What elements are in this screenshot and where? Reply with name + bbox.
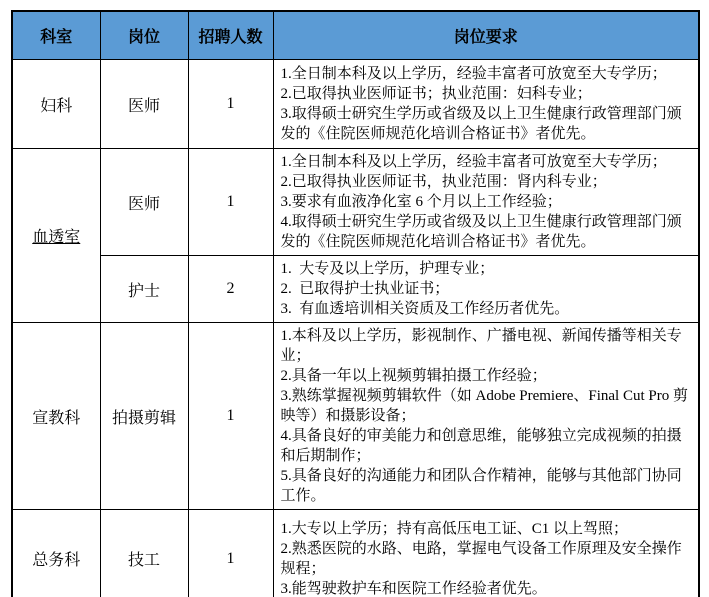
cell-position: 医师: [100, 149, 188, 256]
requirement-line: 1.大专以上学历；持有高低压电工证、C1 以上驾照；: [280, 520, 629, 537]
department-underlined-label: 血透室: [32, 229, 81, 246]
cell-headcount: 1: [188, 149, 273, 256]
cell-department: 宣教科: [12, 323, 100, 510]
header-requirements: 岗位要求: [273, 11, 699, 60]
requirement-line: 2.已取得执业医师证书，执业范围：肾内科专业；: [280, 174, 607, 190]
header-position: 岗位: [100, 11, 188, 60]
recruitment-table: [11, 10, 700, 597]
requirement-line: 1.本科及以上学历，影视制作、广播电视、新闻传播等相关专业；: [280, 328, 682, 364]
cell-department: 妇科: [12, 60, 100, 149]
header-row: [12, 11, 699, 60]
requirement-line: 2.具备一年以上视频剪辑拍摄工作经验；: [280, 368, 547, 384]
table-row: [12, 149, 699, 256]
requirement-line: 2. 已取得护士执业证书；: [280, 281, 450, 297]
cell-position: 技工: [100, 510, 188, 597]
requirement-line: 2.熟悉医院的水路、电路，掌握电气设备工作原理及安全操作规程；: [280, 540, 682, 577]
requirement-line: 2.已取得执业医师证书；执业范围：妇科专业；: [280, 86, 592, 102]
cell-position: 拍摄剪辑: [100, 323, 188, 510]
requirement-line: 4.取得硕士研究生学历或省级及以上卫生健康行政管理部门颁发的《住院医师规范化培训合格证书》者优先。: [280, 214, 682, 250]
requirement-line: 1.全日制本科及以上学历，经验丰富者可放宽至大专学历；: [280, 66, 667, 82]
cell-requirements: [273, 323, 699, 510]
requirement-line: 3. 有血透培训相关资质及工作经历者优先。: [280, 301, 570, 317]
table-row: [12, 60, 699, 149]
cell-headcount: 1: [188, 60, 273, 149]
requirement-line: 3.能驾驶救护车和医院工作经验者优先。: [280, 580, 547, 597]
header-department: 科室: [12, 11, 100, 60]
table-row: [12, 256, 699, 323]
requirement-line: 4.具备良好的审美能力和创意思维，能够独立完成视频的拍摄和后期制作；: [280, 428, 682, 464]
cell-headcount: 1: [188, 323, 273, 510]
requirement-line: 1.全日制本科及以上学历，经验丰富者可放宽至大专学历；: [280, 154, 667, 170]
cell-position: 医师: [100, 60, 188, 149]
cell-department: 总务科: [12, 510, 100, 597]
requirement-line: 1. 大专及以上学历，护理专业；: [280, 261, 495, 277]
requirement-line: 3.熟练掌握视频剪辑软件（如 Adobe Premiere、Final Cut Pro 剪映等）和摄影设备；: [280, 388, 688, 424]
cell-requirements: [273, 60, 699, 149]
cell-position: 护士: [100, 256, 188, 323]
header-headcount: 招聘人数: [188, 11, 273, 60]
cell-requirements: [273, 510, 699, 597]
requirement-line: 3.取得硕士研究生学历或省级及以上卫生健康行政管理部门颁发的《住院医师规范化培训合格证书》者优先。: [280, 106, 682, 142]
cell-requirements: [273, 149, 699, 256]
requirement-line: 3.要求有血液净化室 6 个月以上工作经验；: [280, 194, 562, 210]
table-row: [12, 323, 699, 510]
table-row: [12, 510, 699, 597]
cell-headcount: 1: [188, 510, 273, 597]
cell-requirements: [273, 256, 699, 323]
requirement-line: 5.具备良好的沟通能力和团队合作精神，能够与其他部门协同工作。: [280, 468, 682, 504]
cell-department: [12, 149, 100, 323]
cell-headcount: 2: [188, 256, 273, 323]
